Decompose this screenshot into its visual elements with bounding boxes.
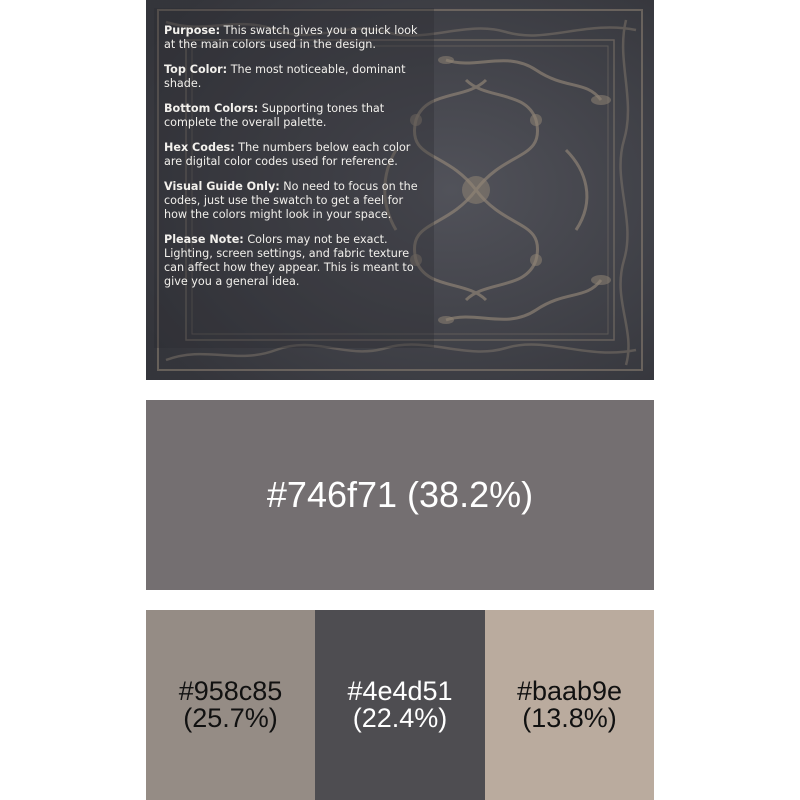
top-color-text: The most noticeable, dominant shade.: [164, 63, 406, 90]
please-note-label: Please Note:: [164, 233, 244, 246]
please-note-text: Colors may not be exact. Lighting, screen settings, and fabric texture can affect how they appear. This is meant to give you a general idea.: [164, 233, 414, 288]
main-color-label: #746f71 (38.2%): [266, 474, 534, 515]
hex-codes-label: Hex Codes:: [164, 141, 235, 154]
swatch-3-percent: (13.8%): [522, 703, 617, 733]
bottom-colors-text: Supporting tones that complete the overall palette.: [164, 102, 385, 129]
visual-guide-label: Visual Guide Only:: [164, 180, 280, 193]
visual-guide-text: No need to focus on the codes, just use the swatch to get a feel for how the colors might look in your space.: [164, 180, 418, 221]
top-color-paragraph: [164, 63, 428, 91]
hex-codes-text: The numbers below each color are digital color codes used for reference.: [164, 141, 411, 168]
swatch-3-hex: #baab9e: [516, 676, 623, 706]
color-swatch-2: [315, 610, 485, 800]
visual-guide-paragraph: [164, 180, 428, 222]
please-note-paragraph: [164, 233, 428, 289]
main-color-swatch: [146, 400, 654, 590]
bottom-colors-label: Bottom Colors:: [164, 102, 259, 115]
purpose-paragraph: [164, 24, 428, 52]
swatch-1-hex: #958c85: [178, 676, 283, 706]
info-text: [164, 24, 428, 300]
hex-codes-paragraph: [164, 141, 428, 169]
top-color-label: Top Color:: [164, 63, 228, 76]
swatch-2-percent: (22.4%): [352, 703, 448, 733]
swatch-1-percent: (25.7%): [183, 703, 278, 733]
swatch-2-hex: #4e4d51: [347, 676, 453, 706]
purpose-label: Purpose:: [164, 24, 221, 37]
color-swatch-3: [485, 610, 654, 800]
purpose-text: This swatch gives you a quick look at the main colors used in the design.: [164, 24, 418, 51]
bottom-colors-paragraph: [164, 102, 428, 130]
color-swatch-1: [146, 610, 315, 800]
